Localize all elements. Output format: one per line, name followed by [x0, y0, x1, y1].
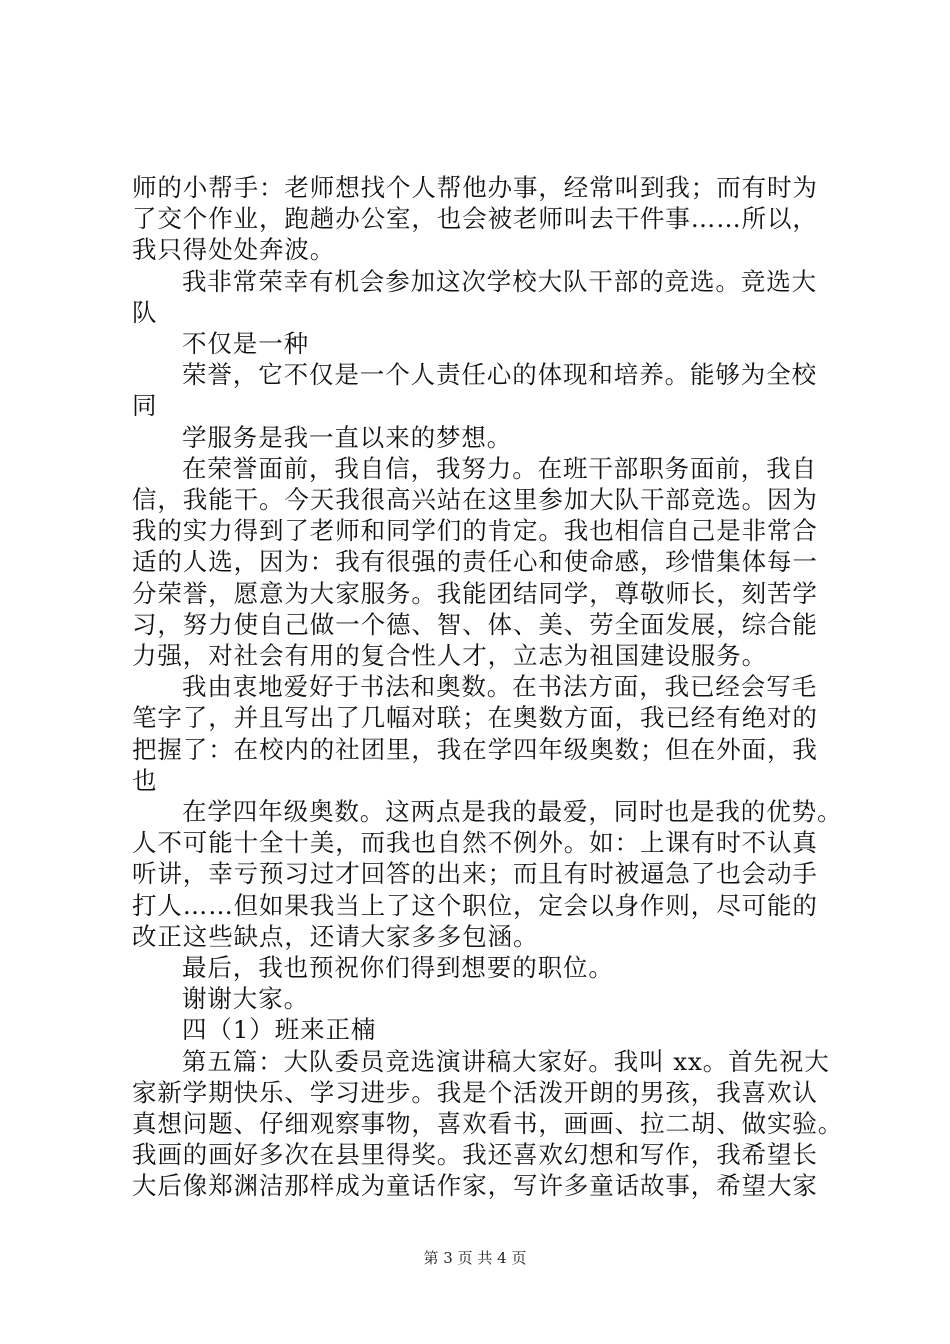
text-line: 笔字了，并且写出了几幅对联；在奥数方面，我已经有绝对的 [132, 703, 818, 733]
text-line: 同 [132, 391, 158, 421]
text-line: 把握了：在校内的社团里，我在学四年级奥数；但在外面，我 [132, 734, 818, 764]
text-line: 家新学期快乐、学习进步。我是个活泼开朗的男孩，我喜欢认 [132, 1077, 818, 1107]
text-line: 打人……但如果我当上了这个职位，定会以身作则，尽可能的 [132, 890, 818, 920]
text-line: 我画的画好多次在县里得奖。我还喜欢幻想和写作，我希望长 [132, 1140, 818, 1170]
text-line: 改正这些缺点，还请大家多多包涵。 [132, 921, 539, 951]
text-line: 谢谢大家。 [182, 984, 309, 1014]
text-line: 队 [132, 297, 158, 327]
text-line: 在荣誉面前，我自信，我努力。在班干部职务面前，我自 [182, 453, 817, 483]
text-line: 大后像郑渊洁那样成为童话作家，写许多童话故事，希望大家 [132, 1171, 818, 1201]
text-line: 学服务是我一直以来的梦想。 [182, 422, 513, 452]
text-line: 我的实力得到了老师和同学们的肯定。我也相信自己是非常合 [132, 516, 818, 546]
text-line: 适的人选，因为：我有很强的责任心和使命感，珍惜集体每一 [132, 547, 818, 577]
text-line: 真想问题、仔细观察事物，喜欢看书，画画、拉二胡、做实验。 [132, 1109, 844, 1138]
page-footer: 第 3 页 共 4 页 [423, 1249, 527, 1267]
text-line: 最后，我也预祝你们得到想要的职位。 [182, 953, 614, 982]
text-line: 我非常荣幸有机会参加这次学校大队干部的竞选。竞选大 [182, 266, 817, 296]
text-line: 信，我能干。今天我很高兴站在这里参加大队干部竞选。因为 [132, 485, 818, 514]
text-line: 不仅是一种 [182, 329, 309, 358]
text-line: 第五篇：大队委员竞选演讲稿大家好。我叫 xx。首先祝大 [182, 1046, 830, 1076]
text-line: 在学四年级奥数。这两点是我的最爱，同时也是我的优势。 [182, 797, 843, 826]
text-line: 分荣誉，愿意为大家服务。我能团结同学，尊敬师长，刻苦学 [132, 578, 818, 608]
text-line: 也 [132, 765, 158, 795]
text-line: 了交个作业，跑趟办公室，也会被老师叫去干件事……所以， [132, 204, 818, 234]
text-line: 力强，对社会有用的复合性人才，立志为祖国建设服务。 [132, 641, 767, 670]
text-line: 我只得处处奔波。 [132, 235, 336, 265]
text-line: 人不可能十全十美，而我也自然不例外。如：上课有时不认真 [132, 828, 818, 858]
text-line: 师的小帮手：老师想找个人帮他办事，经常叫到我；而有时为 [132, 173, 818, 202]
text-line: 荣誉，它不仅是一个人责任心的体现和培养。能够为全校 [182, 360, 817, 390]
text-line: 我由衷地爱好于书法和奥数。在书法方面，我已经会写毛 [182, 672, 817, 702]
text-line: 听讲，幸亏预习过才回答的出来；而且有时被逼急了也会动手 [132, 859, 818, 889]
text-line: 习，努力使自己做一个德、智、体、美、劳全面发展，综合能 [132, 609, 818, 639]
text-line: 四（1）班来正楠 [182, 1015, 377, 1045]
